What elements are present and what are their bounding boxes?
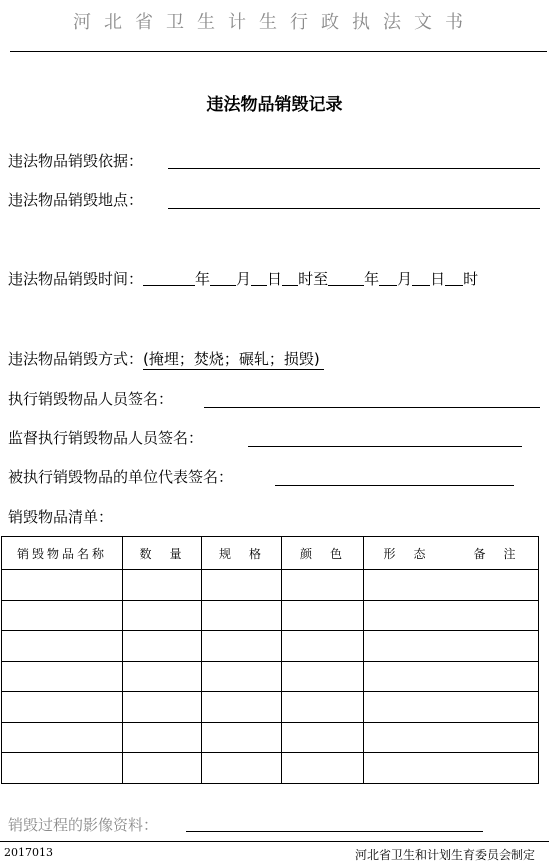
- document-series-header: 河北省卫生计生行政执法文书: [73, 12, 476, 33]
- table-cell[interactable]: [2, 722, 123, 753]
- table-cell[interactable]: [2, 692, 123, 723]
- table-cell[interactable]: [364, 692, 539, 723]
- header-divider: [10, 51, 547, 52]
- place-field-line[interactable]: [168, 208, 540, 209]
- method-options[interactable]: (掩埋；焚烧；碾轧；损毁): [143, 350, 324, 370]
- table-row: [2, 570, 539, 601]
- end-hour-unit: 时: [463, 270, 479, 288]
- table-cell[interactable]: [282, 692, 364, 723]
- place-label: 违法物品销毁地点：: [8, 191, 144, 209]
- header-form-remarks: 形 态 备 注: [364, 537, 539, 570]
- end-hour-field[interactable]: [445, 271, 463, 286]
- media-label: 销毁过程的影像资料：: [8, 816, 159, 834]
- table-cell[interactable]: [202, 661, 282, 692]
- table-cell[interactable]: [123, 692, 202, 723]
- basis-field-line[interactable]: [168, 168, 540, 169]
- footer-divider: [0, 841, 549, 842]
- table-row: [2, 692, 539, 723]
- media-field-line[interactable]: [186, 831, 483, 832]
- table-cell[interactable]: [123, 661, 202, 692]
- table-cell[interactable]: [282, 570, 364, 601]
- table-cell[interactable]: [2, 600, 123, 631]
- table-cell[interactable]: [282, 661, 364, 692]
- table-cell[interactable]: [282, 631, 364, 662]
- table-cell[interactable]: [202, 753, 282, 784]
- table-cell[interactable]: [123, 600, 202, 631]
- end-day-unit: 日: [430, 270, 446, 288]
- table-row: [2, 600, 539, 631]
- start-year-unit: 年: [195, 270, 211, 288]
- start-hour-field[interactable]: [282, 271, 298, 286]
- header-spec: 规 格: [202, 537, 282, 570]
- table-cell[interactable]: [364, 600, 539, 631]
- table-cell[interactable]: [123, 631, 202, 662]
- start-day-field[interactable]: [251, 271, 267, 286]
- end-month-unit: 月: [397, 270, 413, 288]
- method-label: 违法物品销毁方式：: [8, 350, 144, 368]
- end-year-unit: 年: [364, 270, 380, 288]
- table-cell[interactable]: [282, 753, 364, 784]
- table-cell[interactable]: [364, 753, 539, 784]
- method-row: [8, 348, 324, 369]
- start-year-field[interactable]: [143, 271, 195, 286]
- table-row: [2, 631, 539, 662]
- list-label: 销毁物品清单：: [8, 508, 114, 526]
- table-row: [2, 753, 539, 784]
- table-cell[interactable]: [202, 600, 282, 631]
- end-day-field[interactable]: [412, 271, 430, 286]
- unit-rep-label: 被执行销毁物品的单位代表签名：: [8, 468, 234, 486]
- table-cell[interactable]: [202, 570, 282, 601]
- end-year-field[interactable]: [328, 271, 364, 286]
- unit-rep-signature-line[interactable]: [275, 485, 514, 486]
- table-cell[interactable]: [2, 631, 123, 662]
- issuer-text: 河北省卫生和计划生育委员会制定: [354, 848, 535, 862]
- table-cell[interactable]: [123, 753, 202, 784]
- table-cell[interactable]: [364, 570, 539, 601]
- supervisor-signature-line[interactable]: [248, 446, 522, 447]
- start-day-unit: 日: [267, 270, 283, 288]
- hour-to-text: 时至: [298, 270, 329, 288]
- executor-label: 执行销毁物品人员签名：: [8, 390, 174, 408]
- header-color: 颜 色: [282, 537, 364, 570]
- table-cell[interactable]: [123, 722, 202, 753]
- table-cell[interactable]: [2, 661, 123, 692]
- table-cell[interactable]: [202, 692, 282, 723]
- header-item-name: 销毁物品名称: [2, 537, 123, 570]
- table-cell[interactable]: [2, 570, 123, 601]
- table-cell[interactable]: [202, 631, 282, 662]
- table-cell[interactable]: [282, 722, 364, 753]
- supervisor-label: 监督执行销毁物品人员签名：: [8, 429, 204, 447]
- form-code: 2017013: [4, 846, 53, 859]
- table-row: [2, 722, 539, 753]
- table-cell[interactable]: [123, 570, 202, 601]
- table-cell[interactable]: [364, 722, 539, 753]
- basis-label: 违法物品销毁依据：: [8, 152, 144, 170]
- table-row: [2, 661, 539, 692]
- destroyed-items-table: [1, 536, 539, 784]
- table-cell[interactable]: [282, 600, 364, 631]
- executor-signature-line[interactable]: [204, 407, 540, 408]
- table-cell[interactable]: [2, 753, 123, 784]
- table-header-row: [2, 537, 539, 570]
- document-title: 违法物品销毁记录: [206, 95, 343, 115]
- time-label: 违法物品销毁时间：: [8, 270, 144, 288]
- table-cell[interactable]: [364, 631, 539, 662]
- table-cell[interactable]: [364, 661, 539, 692]
- time-row: [8, 268, 478, 289]
- start-month-field[interactable]: [210, 271, 236, 286]
- start-month-unit: 月: [236, 270, 252, 288]
- table-cell[interactable]: [202, 722, 282, 753]
- end-month-field[interactable]: [379, 271, 397, 286]
- header-quantity: 数 量: [123, 537, 202, 570]
